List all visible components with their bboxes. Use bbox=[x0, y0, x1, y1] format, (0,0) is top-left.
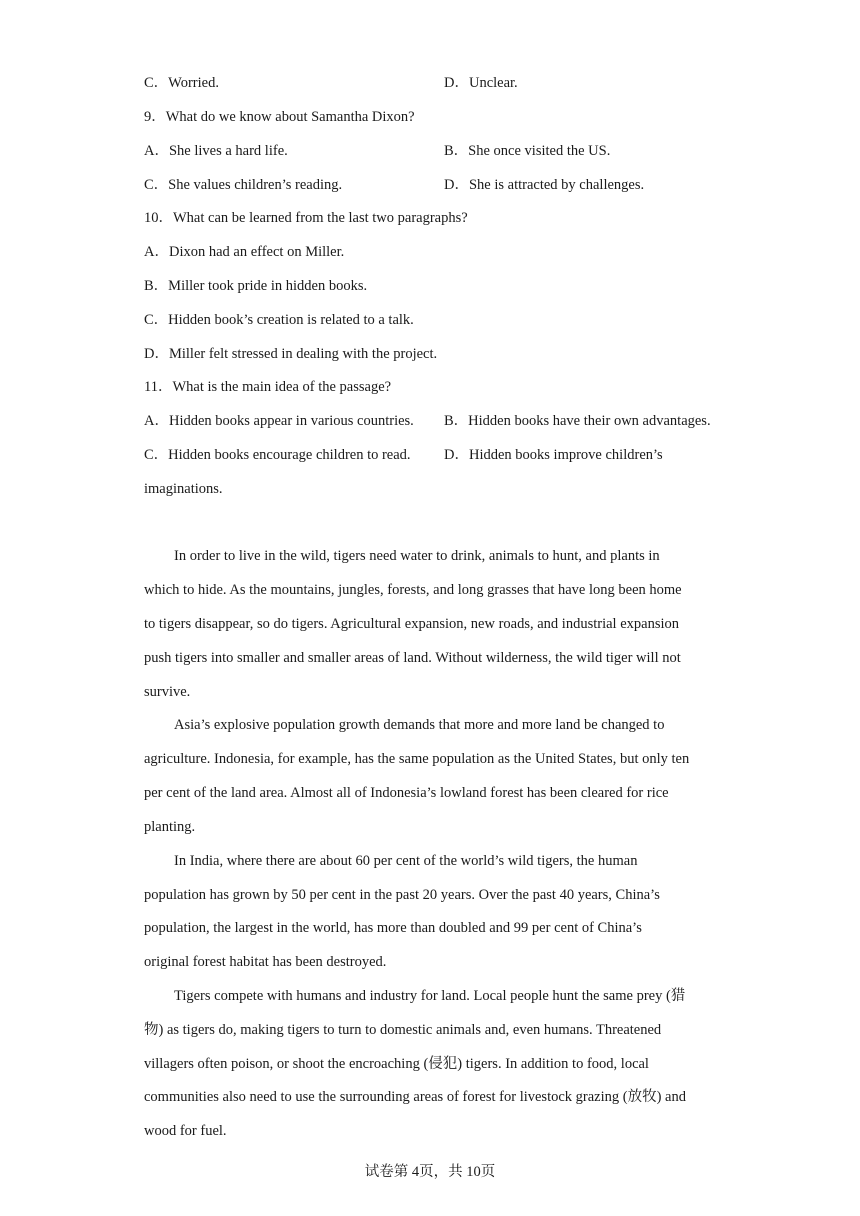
q11-option-a: A．Hidden books appear in various countries. bbox=[144, 413, 414, 429]
passage-p4-line: villagers often poison, or shoot the encroaching (侵犯) tigers. In addition to food, local bbox=[144, 1056, 649, 1072]
q9-option-c: C．She values children’s reading. bbox=[144, 177, 343, 193]
q8-option-c: C．Worried. bbox=[144, 75, 219, 91]
q11-option-d: D．Hidden books improve children’s bbox=[444, 447, 663, 463]
q11-option-d-continued: imaginations. bbox=[144, 481, 223, 497]
q9-option-d: D．She is attracted by challenges. bbox=[444, 177, 645, 193]
passage-p1-line: survive. bbox=[144, 684, 191, 700]
q9-option-b: B．She once visited the US. bbox=[444, 143, 611, 159]
passage-p1-line: to tigers disappear, so do tigers. Agricultural expansion, new roads, and industrial expansion bbox=[144, 616, 679, 632]
passage-p2-line: planting. bbox=[144, 819, 196, 835]
passage-p2-line: agriculture. Indonesia, for example, has the same population as the United States, but only ten bbox=[144, 751, 690, 767]
passage-p2-line: per cent of the land area. Almost all of Indonesia’s lowland forest has been cleared for rice bbox=[144, 785, 669, 801]
passage-p3-line: In India, where there are about 60 per cent of the world’s wild tigers, the human bbox=[174, 853, 638, 869]
passage-p1-line: push tigers into smaller and smaller areas of land. Without wilderness, the wild tiger will not bbox=[144, 650, 681, 666]
passage-p4-line: 物) as tigers do, making tigers to turn to domestic animals and, even humans. Threatened bbox=[144, 1022, 662, 1038]
q11-stem: 11．What is the main idea of the passage? bbox=[144, 379, 392, 395]
passage-p3-line: original forest habitat has been destroyed. bbox=[144, 954, 387, 970]
q10-option-c: C．Hidden book’s creation is related to a talk. bbox=[144, 312, 414, 328]
q11-option-c: C．Hidden books encourage children to read. bbox=[144, 447, 411, 463]
page-footer: 试卷第 4页，共 10页 bbox=[364, 1164, 496, 1180]
q10-option-d: D．Miller felt stressed in dealing with the project. bbox=[144, 346, 438, 362]
q9-stem: 9．What do we know about Samantha Dixon? bbox=[144, 109, 415, 125]
q10-option-b: B．Miller took pride in hidden books. bbox=[144, 278, 368, 294]
passage-p1-line: In order to live in the wild, tigers need water to drink, animals to hunt, and plants in bbox=[174, 548, 660, 564]
q11-option-b: B．Hidden books have their own advantages. bbox=[444, 413, 711, 429]
q9-option-a: A．She lives a hard life. bbox=[144, 143, 288, 159]
q8-option-d: D．Unclear. bbox=[444, 75, 518, 91]
passage-p1-line: which to hide. As the mountains, jungles, forests, and long grasses that have long been home bbox=[144, 582, 682, 598]
passage-p4-line: Tigers compete with humans and industry for land. Local people hunt the same prey (猎 bbox=[174, 988, 686, 1004]
passage-p4-line: communities also need to use the surrounding areas of forest for livestock grazing (放牧) and bbox=[144, 1089, 686, 1105]
q10-option-a: A．Dixon had an effect on Miller. bbox=[144, 244, 345, 260]
passage-p3-line: population has grown by 50 per cent in the past 20 years. Over the past 40 years, China’s bbox=[144, 887, 660, 903]
passage-p3-line: population, the largest in the world, has more than doubled and 99 per cent of China’s bbox=[144, 920, 642, 936]
passage-p2-line: Asia’s explosive population growth demands that more and more land be changed to bbox=[174, 717, 665, 733]
q10-stem: 10．What can be learned from the last two paragraphs? bbox=[144, 210, 468, 226]
passage-p4-line: wood for fuel. bbox=[144, 1123, 227, 1139]
